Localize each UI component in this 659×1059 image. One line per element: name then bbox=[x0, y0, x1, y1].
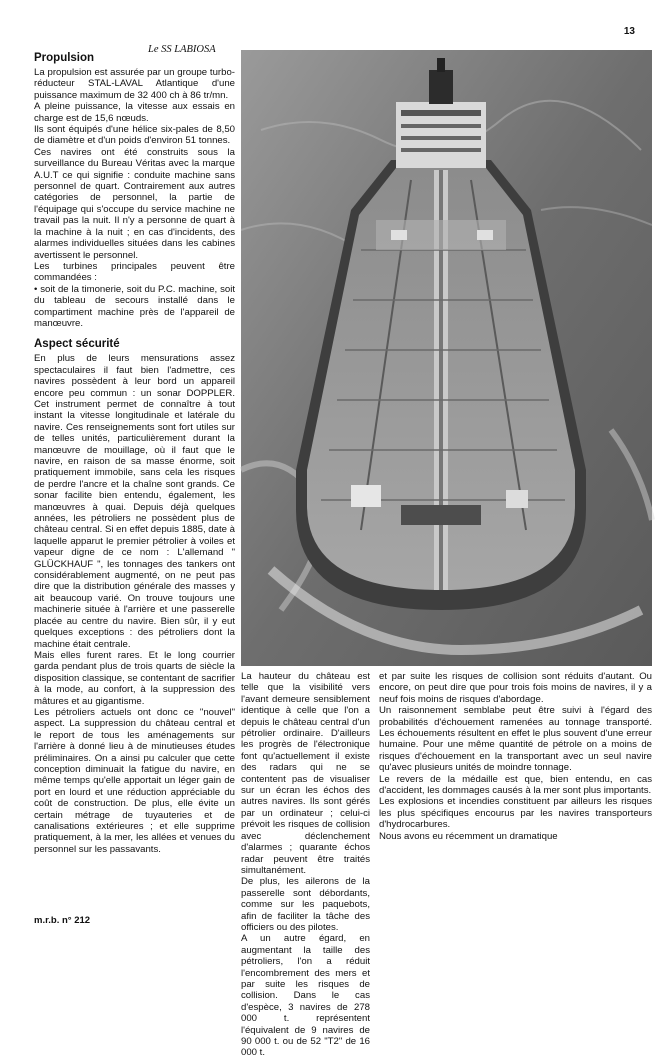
heading-propulsion: Propulsion bbox=[34, 52, 95, 64]
paragraph: et par suite les risques de collision sont réduits d'autant. Ou encore, on peut dire que pour trois fois moins de navires, il y a neuf fois moins de risques d'abordage. bbox=[379, 671, 652, 705]
heading-aspect-securite: Aspect sécurité bbox=[34, 338, 120, 351]
paragraph: Les pétroliers actuels ont donc ce "nouvel" aspect. La suppression du château central et le report de tous les aménagements sur l'arrière à donné lieu à de minutieuses études préliminaires. On a ainsi pu calculer que cette conception diminuait la fatigue du navire, en même temps qu'elle apportait un léger gain de port en lourd et une réduction appréciable du coût de construction. De plus, elle évite un certain métrage de tuyauteries et de canalisations extérieures ; et elle supprime pratiquement, à la mer, les allées et venues du personnel sur les passavants. bbox=[34, 706, 235, 855]
running-title: Le SS LABIOSA bbox=[148, 44, 216, 55]
paragraph: La hauteur du château est telle que la visibilité vers l'avant demeure sensiblement identique à celle que l'on a depuis le château central d'un pétrolier ordinaire. D'ailleurs les progrès de l'électronique font qu'actuellement il existe des radars qui ne se contentent pas de visualiser sur un écran les échos des autres navires. Ils sont gérés par un ordinateur ; celui-ci prévoit les risques de collision avec déclenchement d'alarmes ; quarante échos radar peuvent être traités simultanément. bbox=[241, 671, 370, 876]
paragraph: De plus, les ailerons de la passerelle sont débordants, comme sur les paquebots, afin de faciliter la tâche des officiers ou des pilotes. bbox=[241, 876, 370, 933]
paragraph: Les turbines principales peuvent être commandées : bbox=[34, 260, 235, 284]
paragraph: Ils sont équipés d'une hélice six-pales de 8,50 de diamètre et d'un poids d'environ 51 tonnes. bbox=[34, 124, 235, 147]
paragraph: Ces navires ont été construits sous la surveillance du Bureau Véritas avec la marque A.U.T ce qui signifie : conduite machine sans personnel de quart. Contrairement aux autres catégories de personnel, la partie de l'équipage qui s'occupe du service machine ne travail pas la nuit. Il n'y a personne de quart à la machine à la nuit ; en cas d'incidents, des alarmes individuelles situées dans les cabines avertissent le personnel. bbox=[34, 146, 235, 261]
paragraph: Le revers de la médaille est que, bien entendu, en cas d'accident, les dommages causés à la mer sont plus importants. bbox=[379, 773, 652, 797]
magazine-issue: m.r.b. n° 212 bbox=[34, 915, 94, 926]
paragraph: Mais elles furent rares. Et le long courrier garda pendant plus de trois quarts de siècle la disposition classique, se contentant de sacrifier à la mode, au confort, à la suppression des mâtures et au gigantisme. bbox=[34, 649, 235, 707]
paragraph: Un raisonnement semblabe peut être suivi à l'égard des probabilités d'échouement ramenées au tonnage transporté. Les échouements résultent en effet le plus souvent d'une erreur humaine. Pour une même quantité de pétrole on a moins de risques d'échouement en la transportant avec un seul navire qu'avec plusieurs unités de moindre tonnage. bbox=[379, 705, 652, 774]
paragraph: En plus de leurs mensurations assez spectaculaires il faut bien l'admettre, ces navires possèdent à leur bord un appareil encore peu commun : un sonar DOPPLER. Cet instrument permet de connaître à tout instant la vitesse longitudinale et latérale du navire. Ces renseignements sont fort utiles sur de telles unités, particulièrement durant la manœuvre de mouillage, où il faut que le navire, en raison de sa masse énorme, soit pratiquement immobile, sans cela les risques de perdre l'ancre et la chaîne sont grands. Ce sonar facilite bien entendu, également, les manœuvres à quai. Depuis déjà quelques années, les pétroliers ne possèdent plus de château central. Si en effet depuis 1885, date à laquelle apparut le premier pétrolier à voiles et vapeur digne de ce nom : L'allemand " GLÜCKHAUF ", les tonnages des tankers ont considérablement augmenté, on ne peut pas dire que la distribution générale des masses y ait beaucoup varié. On trouve toujours une machinerie située à l'arrière et une passerelle placée au centre du navire. Bien sûr, il y eut quelques exceptions : des pétroliers dont la machine était centrale. bbox=[34, 353, 235, 650]
text-column-2 bbox=[241, 671, 370, 1059]
paragraph: Nous avons eu récemment un dramatique bbox=[379, 830, 558, 842]
tanker-photo bbox=[241, 50, 652, 666]
paragraph: La propulsion est assurée par un groupe turbo-réducteur STAL-LAVAL Atlantique d'une puissance maximum de 32 400 ch à 86 tr/mn. bbox=[34, 67, 235, 101]
paragraph: A pleine puissance, la vitesse aux essais en charge est de 15,6 nœuds. bbox=[34, 101, 235, 124]
paragraph: Les explosions et incendies constituent par ailleurs les risques les plus spécifiques encourus par les navires transporteurs d'hydrocarbures. bbox=[379, 796, 652, 831]
page-number: 13 bbox=[623, 26, 635, 37]
paragraph: • soit de la timonerie, soit du P.C. machine, soit du tableau de secours installé dans le compartiment machine près de l'appareil de manœuvre. bbox=[34, 283, 235, 329]
text-column-3 bbox=[379, 671, 652, 933]
text-column-1 bbox=[34, 52, 235, 928]
paragraph: A un autre égard, en augmentant la taille des pétroliers, l'on a réduit l'encombrement des mers et par suite les risques de collision. Dans le cas d'espèce, 3 navires de 278 000 t. représentent l'équivalent de 9 navires de 90 000 t. ou de 52 "T2" de 16 000 t. bbox=[241, 933, 370, 1059]
